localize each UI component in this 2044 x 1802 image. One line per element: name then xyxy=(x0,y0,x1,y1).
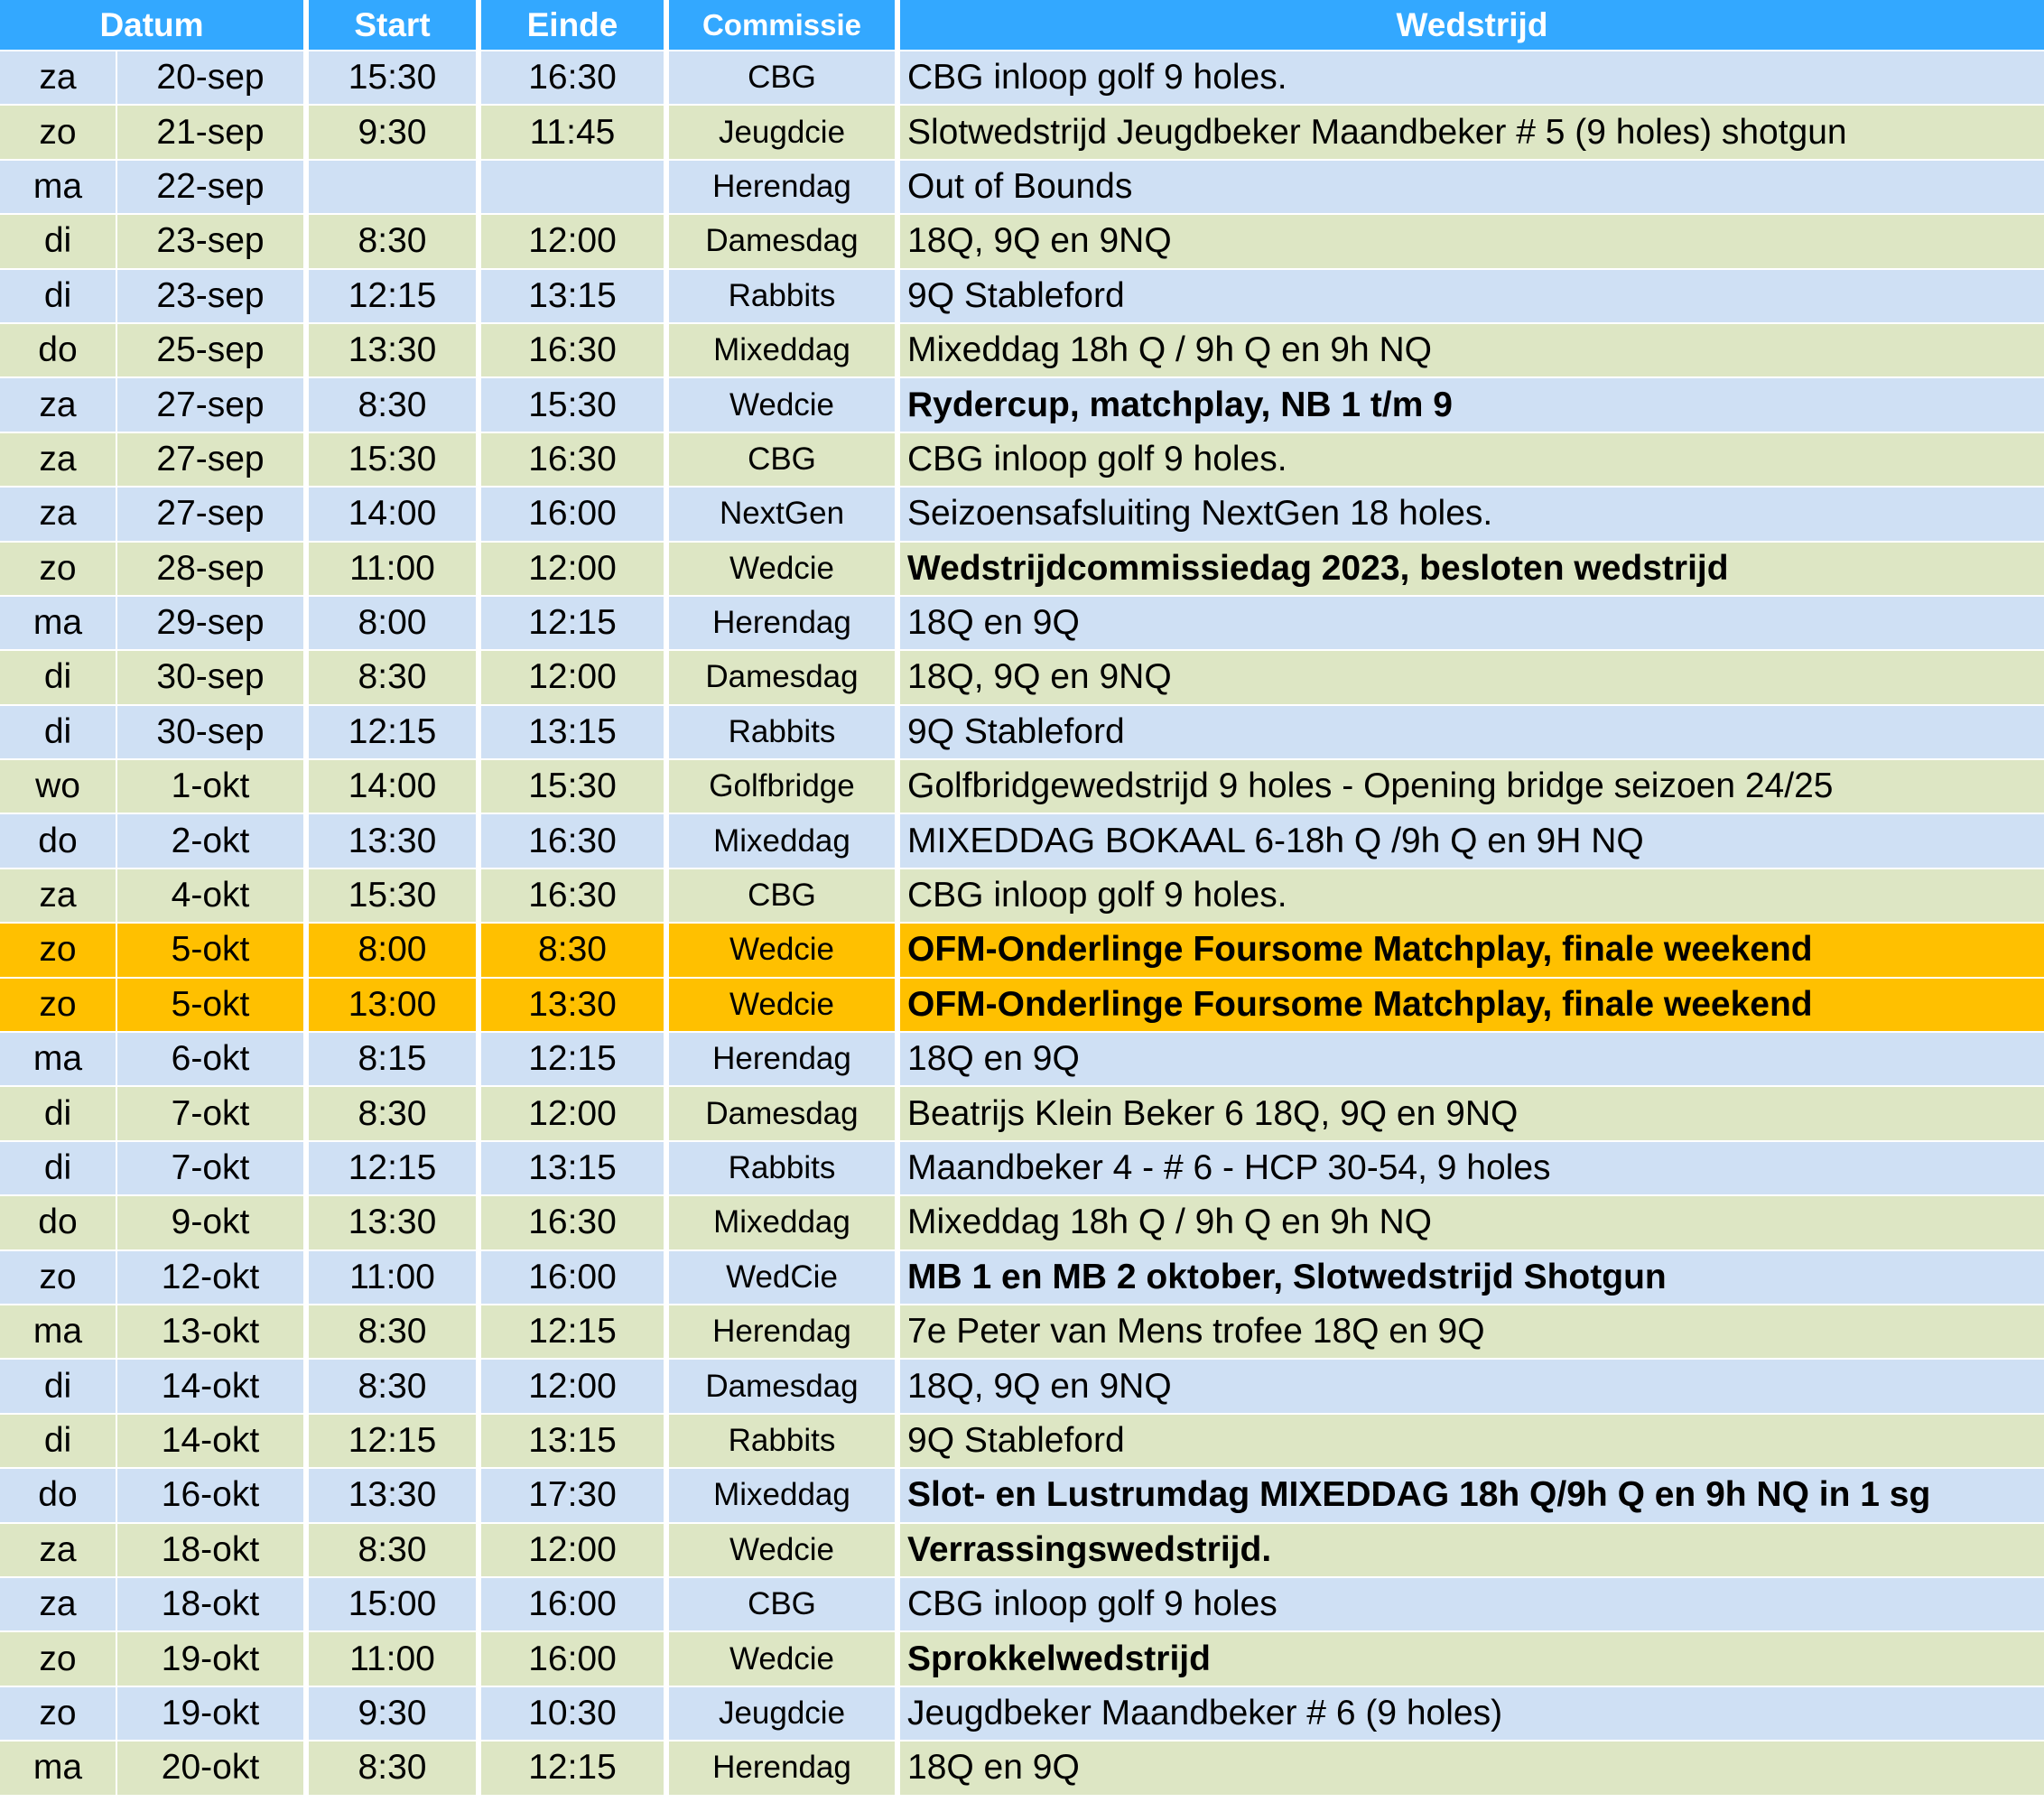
cell-start: 8:00 xyxy=(309,922,481,976)
cell-commissie: NextGen xyxy=(669,486,900,540)
cell-commissie: Herendag xyxy=(669,1304,900,1358)
cell-commissie: WedCie xyxy=(669,1249,900,1304)
cell-wedstrijd: 18Q, 9Q en 9NQ xyxy=(900,213,2044,267)
table-row xyxy=(0,922,2044,976)
cell-dag: ma xyxy=(0,1740,117,1794)
cell-einde: 16:00 xyxy=(481,1576,669,1630)
cell-commissie: Herendag xyxy=(669,595,900,649)
table-row xyxy=(0,813,2044,867)
cell-commissie: Herendag xyxy=(669,1031,900,1085)
cell-start: 8:00 xyxy=(309,595,481,649)
cell-einde: 16:00 xyxy=(481,486,669,540)
table-row xyxy=(0,1140,2044,1194)
cell-datum: 2-okt xyxy=(117,813,309,867)
cell-wedstrijd: 18Q, 9Q en 9NQ xyxy=(900,649,2044,703)
cell-datum: 27-sep xyxy=(117,486,309,540)
cell-start: 11:00 xyxy=(309,1249,481,1304)
table-row xyxy=(0,1740,2044,1794)
cell-wedstrijd: Mixeddag 18h Q / 9h Q en 9h NQ xyxy=(900,1194,2044,1249)
cell-datum: 28-sep xyxy=(117,541,309,595)
cell-einde: 16:30 xyxy=(481,813,669,867)
cell-datum: 22-sep xyxy=(117,159,309,213)
cell-wedstrijd: MB 1 en MB 2 oktober, Slotwedstrijd Shotgun xyxy=(900,1249,2044,1304)
cell-datum: 14-okt xyxy=(117,1358,309,1412)
cell-dag: do xyxy=(0,813,117,867)
cell-wedstrijd: 18Q, 9Q en 9NQ xyxy=(900,1358,2044,1412)
cell-dag: ma xyxy=(0,1031,117,1085)
table-row xyxy=(0,1358,2044,1412)
cell-dag: wo xyxy=(0,758,117,813)
cell-start: 15:00 xyxy=(309,1576,481,1630)
cell-commissie: CBG xyxy=(669,50,900,104)
cell-commissie: Mixeddag xyxy=(669,813,900,867)
cell-wedstrijd: 18Q en 9Q xyxy=(900,595,2044,649)
cell-commissie: Damesdag xyxy=(669,649,900,703)
cell-commissie: Wedcie xyxy=(669,977,900,1031)
cell-dag: za xyxy=(0,1576,117,1630)
cell-wedstrijd: MIXEDDAG BOKAAL 6-18h Q /9h Q en 9H NQ xyxy=(900,813,2044,867)
cell-start: 8:30 xyxy=(309,1085,481,1139)
cell-wedstrijd: Seizoensafsluiting NextGen 18 holes. xyxy=(900,486,2044,540)
cell-wedstrijd: OFM-Onderlinge Foursome Matchplay, finale weekend xyxy=(900,977,2044,1031)
table-row xyxy=(0,104,2044,158)
cell-start xyxy=(309,159,481,213)
table-row xyxy=(0,1031,2044,1085)
cell-start: 8:30 xyxy=(309,1740,481,1794)
cell-start: 8:30 xyxy=(309,649,481,703)
cell-start: 13:30 xyxy=(309,813,481,867)
cell-einde: 12:00 xyxy=(481,1358,669,1412)
table-row xyxy=(0,649,2044,703)
cell-wedstrijd: Wedstrijdcommissiedag 2023, besloten wedstrijd xyxy=(900,541,2044,595)
cell-commissie: CBG xyxy=(669,1576,900,1630)
table-row xyxy=(0,1085,2044,1139)
table-row xyxy=(0,432,2044,486)
cell-datum: 29-sep xyxy=(117,595,309,649)
cell-datum: 14-okt xyxy=(117,1413,309,1467)
cell-start: 13:30 xyxy=(309,322,481,376)
cell-datum: 20-sep xyxy=(117,50,309,104)
cell-dag: di xyxy=(0,649,117,703)
cell-wedstrijd: Slot- en Lustrumdag MIXEDDAG 18h Q/9h Q en 9h NQ in 1 sg xyxy=(900,1467,2044,1521)
cell-einde: 13:30 xyxy=(481,977,669,1031)
cell-datum: 23-sep xyxy=(117,213,309,267)
cell-start: 9:30 xyxy=(309,104,481,158)
cell-dag: zo xyxy=(0,977,117,1031)
cell-datum: 19-okt xyxy=(117,1630,309,1685)
cell-einde: 16:30 xyxy=(481,868,669,922)
cell-datum: 1-okt xyxy=(117,758,309,813)
cell-wedstrijd: 18Q en 9Q xyxy=(900,1740,2044,1794)
cell-commissie: Mixeddag xyxy=(669,322,900,376)
cell-commissie: CBG xyxy=(669,432,900,486)
cell-commissie: Wedcie xyxy=(669,1630,900,1685)
cell-wedstrijd: 7e Peter van Mens trofee 18Q en 9Q xyxy=(900,1304,2044,1358)
cell-wedstrijd: Rydercup, matchplay, NB 1 t/m 9 xyxy=(900,376,2044,431)
cell-commissie: Damesdag xyxy=(669,213,900,267)
table-row xyxy=(0,322,2044,376)
table-row xyxy=(0,541,2044,595)
cell-commissie: Rabbits xyxy=(669,1140,900,1194)
table-row xyxy=(0,213,2044,267)
cell-start: 11:00 xyxy=(309,1630,481,1685)
cell-datum: 5-okt xyxy=(117,922,309,976)
table-row xyxy=(0,1522,2044,1576)
table-row xyxy=(0,50,2044,104)
cell-einde: 13:15 xyxy=(481,1413,669,1467)
cell-wedstrijd: CBG inloop golf 9 holes. xyxy=(900,50,2044,104)
table-row xyxy=(0,486,2044,540)
cell-datum: 9-okt xyxy=(117,1194,309,1249)
cell-einde: 13:15 xyxy=(481,1140,669,1194)
table-row xyxy=(0,758,2044,813)
cell-start: 8:30 xyxy=(309,1358,481,1412)
cell-einde: 16:30 xyxy=(481,322,669,376)
cell-dag: za xyxy=(0,50,117,104)
cell-datum: 12-okt xyxy=(117,1249,309,1304)
cell-commissie: Golfbridge xyxy=(669,758,900,813)
header-datum: Datum xyxy=(0,0,309,50)
cell-einde: 12:15 xyxy=(481,595,669,649)
cell-dag: za xyxy=(0,868,117,922)
cell-wedstrijd: 18Q en 9Q xyxy=(900,1031,2044,1085)
table-row xyxy=(0,1467,2044,1521)
cell-wedstrijd: Mixeddag 18h Q / 9h Q en 9h NQ xyxy=(900,322,2044,376)
cell-einde: 12:15 xyxy=(481,1031,669,1085)
cell-dag: za xyxy=(0,486,117,540)
header-einde: Einde xyxy=(481,0,669,50)
schedule-body xyxy=(0,50,2044,1795)
cell-start: 12:15 xyxy=(309,1140,481,1194)
cell-einde: 12:15 xyxy=(481,1304,669,1358)
table-row xyxy=(0,1304,2044,1358)
table-row xyxy=(0,868,2044,922)
cell-wedstrijd: Verrassingswedstrijd. xyxy=(900,1522,2044,1576)
cell-einde: 12:15 xyxy=(481,1740,669,1794)
table-row xyxy=(0,1630,2044,1685)
cell-dag: zo xyxy=(0,922,117,976)
cell-commissie: Mixeddag xyxy=(669,1467,900,1521)
cell-datum: 4-okt xyxy=(117,868,309,922)
header-start: Start xyxy=(309,0,481,50)
cell-start: 8:30 xyxy=(309,376,481,431)
cell-einde: 12:00 xyxy=(481,541,669,595)
cell-start: 12:15 xyxy=(309,268,481,322)
cell-datum: 30-sep xyxy=(117,649,309,703)
header-commissie: Commissie xyxy=(669,0,900,50)
cell-datum: 5-okt xyxy=(117,977,309,1031)
header-row xyxy=(0,0,2044,50)
cell-einde xyxy=(481,159,669,213)
table-row xyxy=(0,1413,2044,1467)
cell-dag: do xyxy=(0,322,117,376)
cell-wedstrijd: CBG inloop golf 9 holes. xyxy=(900,868,2044,922)
cell-einde: 12:00 xyxy=(481,649,669,703)
table-row xyxy=(0,268,2044,322)
table-row xyxy=(0,1686,2044,1740)
cell-dag: do xyxy=(0,1467,117,1521)
table-row xyxy=(0,1194,2044,1249)
cell-start: 8:30 xyxy=(309,213,481,267)
cell-commissie: Herendag xyxy=(669,1740,900,1794)
cell-einde: 16:00 xyxy=(481,1249,669,1304)
cell-start: 15:30 xyxy=(309,50,481,104)
cell-einde: 16:30 xyxy=(481,1194,669,1249)
cell-dag: ma xyxy=(0,159,117,213)
cell-wedstrijd: Beatrijs Klein Beker 6 18Q, 9Q en 9NQ xyxy=(900,1085,2044,1139)
cell-einde: 17:30 xyxy=(481,1467,669,1521)
cell-dag: di xyxy=(0,268,117,322)
cell-dag: di xyxy=(0,1413,117,1467)
cell-dag: za xyxy=(0,432,117,486)
header-wedstrijd: Wedstrijd xyxy=(900,0,2044,50)
cell-start: 13:30 xyxy=(309,1467,481,1521)
cell-dag: di xyxy=(0,1358,117,1412)
cell-dag: ma xyxy=(0,595,117,649)
cell-wedstrijd: 9Q Stableford xyxy=(900,268,2044,322)
cell-wedstrijd: CBG inloop golf 9 holes. xyxy=(900,432,2044,486)
cell-dag: di xyxy=(0,1140,117,1194)
cell-einde: 16:30 xyxy=(481,50,669,104)
cell-dag: do xyxy=(0,1194,117,1249)
cell-commissie: Herendag xyxy=(669,159,900,213)
cell-wedstrijd: Out of Bounds xyxy=(900,159,2044,213)
cell-dag: di xyxy=(0,213,117,267)
cell-commissie: CBG xyxy=(669,868,900,922)
cell-wedstrijd: Golfbridgewedstrijd 9 holes - Opening bridge seizoen 24/25 xyxy=(900,758,2044,813)
cell-wedstrijd: Slotwedstrijd Jeugdbeker Maandbeker # 5 (9 holes) shotgun xyxy=(900,104,2044,158)
cell-dag: za xyxy=(0,1522,117,1576)
cell-datum: 13-okt xyxy=(117,1304,309,1358)
cell-start: 12:15 xyxy=(309,704,481,758)
cell-commissie: Rabbits xyxy=(669,1413,900,1467)
cell-einde: 8:30 xyxy=(481,922,669,976)
table-row xyxy=(0,595,2044,649)
cell-einde: 16:30 xyxy=(481,432,669,486)
cell-einde: 13:15 xyxy=(481,268,669,322)
cell-datum: 19-okt xyxy=(117,1686,309,1740)
cell-start: 8:15 xyxy=(309,1031,481,1085)
cell-einde: 15:30 xyxy=(481,376,669,431)
cell-dag: zo xyxy=(0,1630,117,1685)
cell-start: 12:15 xyxy=(309,1413,481,1467)
cell-datum: 21-sep xyxy=(117,104,309,158)
cell-commissie: Rabbits xyxy=(669,704,900,758)
cell-commissie: Mixeddag xyxy=(669,1194,900,1249)
cell-start: 15:30 xyxy=(309,432,481,486)
cell-dag: za xyxy=(0,376,117,431)
cell-commissie: Wedcie xyxy=(669,1522,900,1576)
cell-einde: 11:45 xyxy=(481,104,669,158)
cell-commissie: Wedcie xyxy=(669,922,900,976)
table-row xyxy=(0,1249,2044,1304)
cell-datum: 30-sep xyxy=(117,704,309,758)
cell-wedstrijd: CBG inloop golf 9 holes xyxy=(900,1576,2044,1630)
cell-dag: zo xyxy=(0,1249,117,1304)
cell-commissie: Wedcie xyxy=(669,541,900,595)
cell-datum: 7-okt xyxy=(117,1140,309,1194)
cell-datum: 27-sep xyxy=(117,432,309,486)
cell-einde: 13:15 xyxy=(481,704,669,758)
table-row xyxy=(0,704,2044,758)
cell-datum: 18-okt xyxy=(117,1576,309,1630)
cell-dag: zo xyxy=(0,541,117,595)
cell-start: 11:00 xyxy=(309,541,481,595)
cell-dag: di xyxy=(0,704,117,758)
cell-datum: 18-okt xyxy=(117,1522,309,1576)
cell-start: 15:30 xyxy=(309,868,481,922)
cell-dag: ma xyxy=(0,1304,117,1358)
cell-commissie: Rabbits xyxy=(669,268,900,322)
cell-wedstrijd: Maandbeker 4 - # 6 - HCP 30-54, 9 holes xyxy=(900,1140,2044,1194)
cell-commissie: Jeugdcie xyxy=(669,1686,900,1740)
cell-wedstrijd: OFM-Onderlinge Foursome Matchplay, finale weekend xyxy=(900,922,2044,976)
cell-einde: 10:30 xyxy=(481,1686,669,1740)
cell-start: 14:00 xyxy=(309,486,481,540)
cell-commissie: Damesdag xyxy=(669,1358,900,1412)
cell-einde: 12:00 xyxy=(481,213,669,267)
cell-start: 13:30 xyxy=(309,1194,481,1249)
cell-commissie: Jeugdcie xyxy=(669,104,900,158)
cell-datum: 20-okt xyxy=(117,1740,309,1794)
cell-datum: 23-sep xyxy=(117,268,309,322)
cell-wedstrijd: 9Q Stableford xyxy=(900,704,2044,758)
cell-start: 8:30 xyxy=(309,1304,481,1358)
cell-datum: 6-okt xyxy=(117,1031,309,1085)
cell-commissie: Wedcie xyxy=(669,376,900,431)
cell-commissie: Damesdag xyxy=(669,1085,900,1139)
cell-dag: zo xyxy=(0,104,117,158)
cell-dag: zo xyxy=(0,1686,117,1740)
cell-start: 13:00 xyxy=(309,977,481,1031)
cell-datum: 7-okt xyxy=(117,1085,309,1139)
table-row xyxy=(0,376,2044,431)
cell-datum: 16-okt xyxy=(117,1467,309,1521)
cell-start: 14:00 xyxy=(309,758,481,813)
cell-datum: 27-sep xyxy=(117,376,309,431)
cell-wedstrijd: 9Q Stableford xyxy=(900,1413,2044,1467)
table-row xyxy=(0,977,2044,1031)
cell-einde: 12:00 xyxy=(481,1085,669,1139)
cell-einde: 15:30 xyxy=(481,758,669,813)
cell-wedstrijd: Jeugdbeker Maandbeker # 6 (9 holes) xyxy=(900,1686,2044,1740)
cell-einde: 16:00 xyxy=(481,1630,669,1685)
cell-datum: 25-sep xyxy=(117,322,309,376)
cell-einde: 12:00 xyxy=(481,1522,669,1576)
table-row xyxy=(0,1576,2044,1630)
table-row xyxy=(0,159,2044,213)
cell-start: 9:30 xyxy=(309,1686,481,1740)
cell-start: 8:30 xyxy=(309,1522,481,1576)
cell-dag: di xyxy=(0,1085,117,1139)
cell-wedstrijd: Sprokkelwedstrijd xyxy=(900,1630,2044,1685)
